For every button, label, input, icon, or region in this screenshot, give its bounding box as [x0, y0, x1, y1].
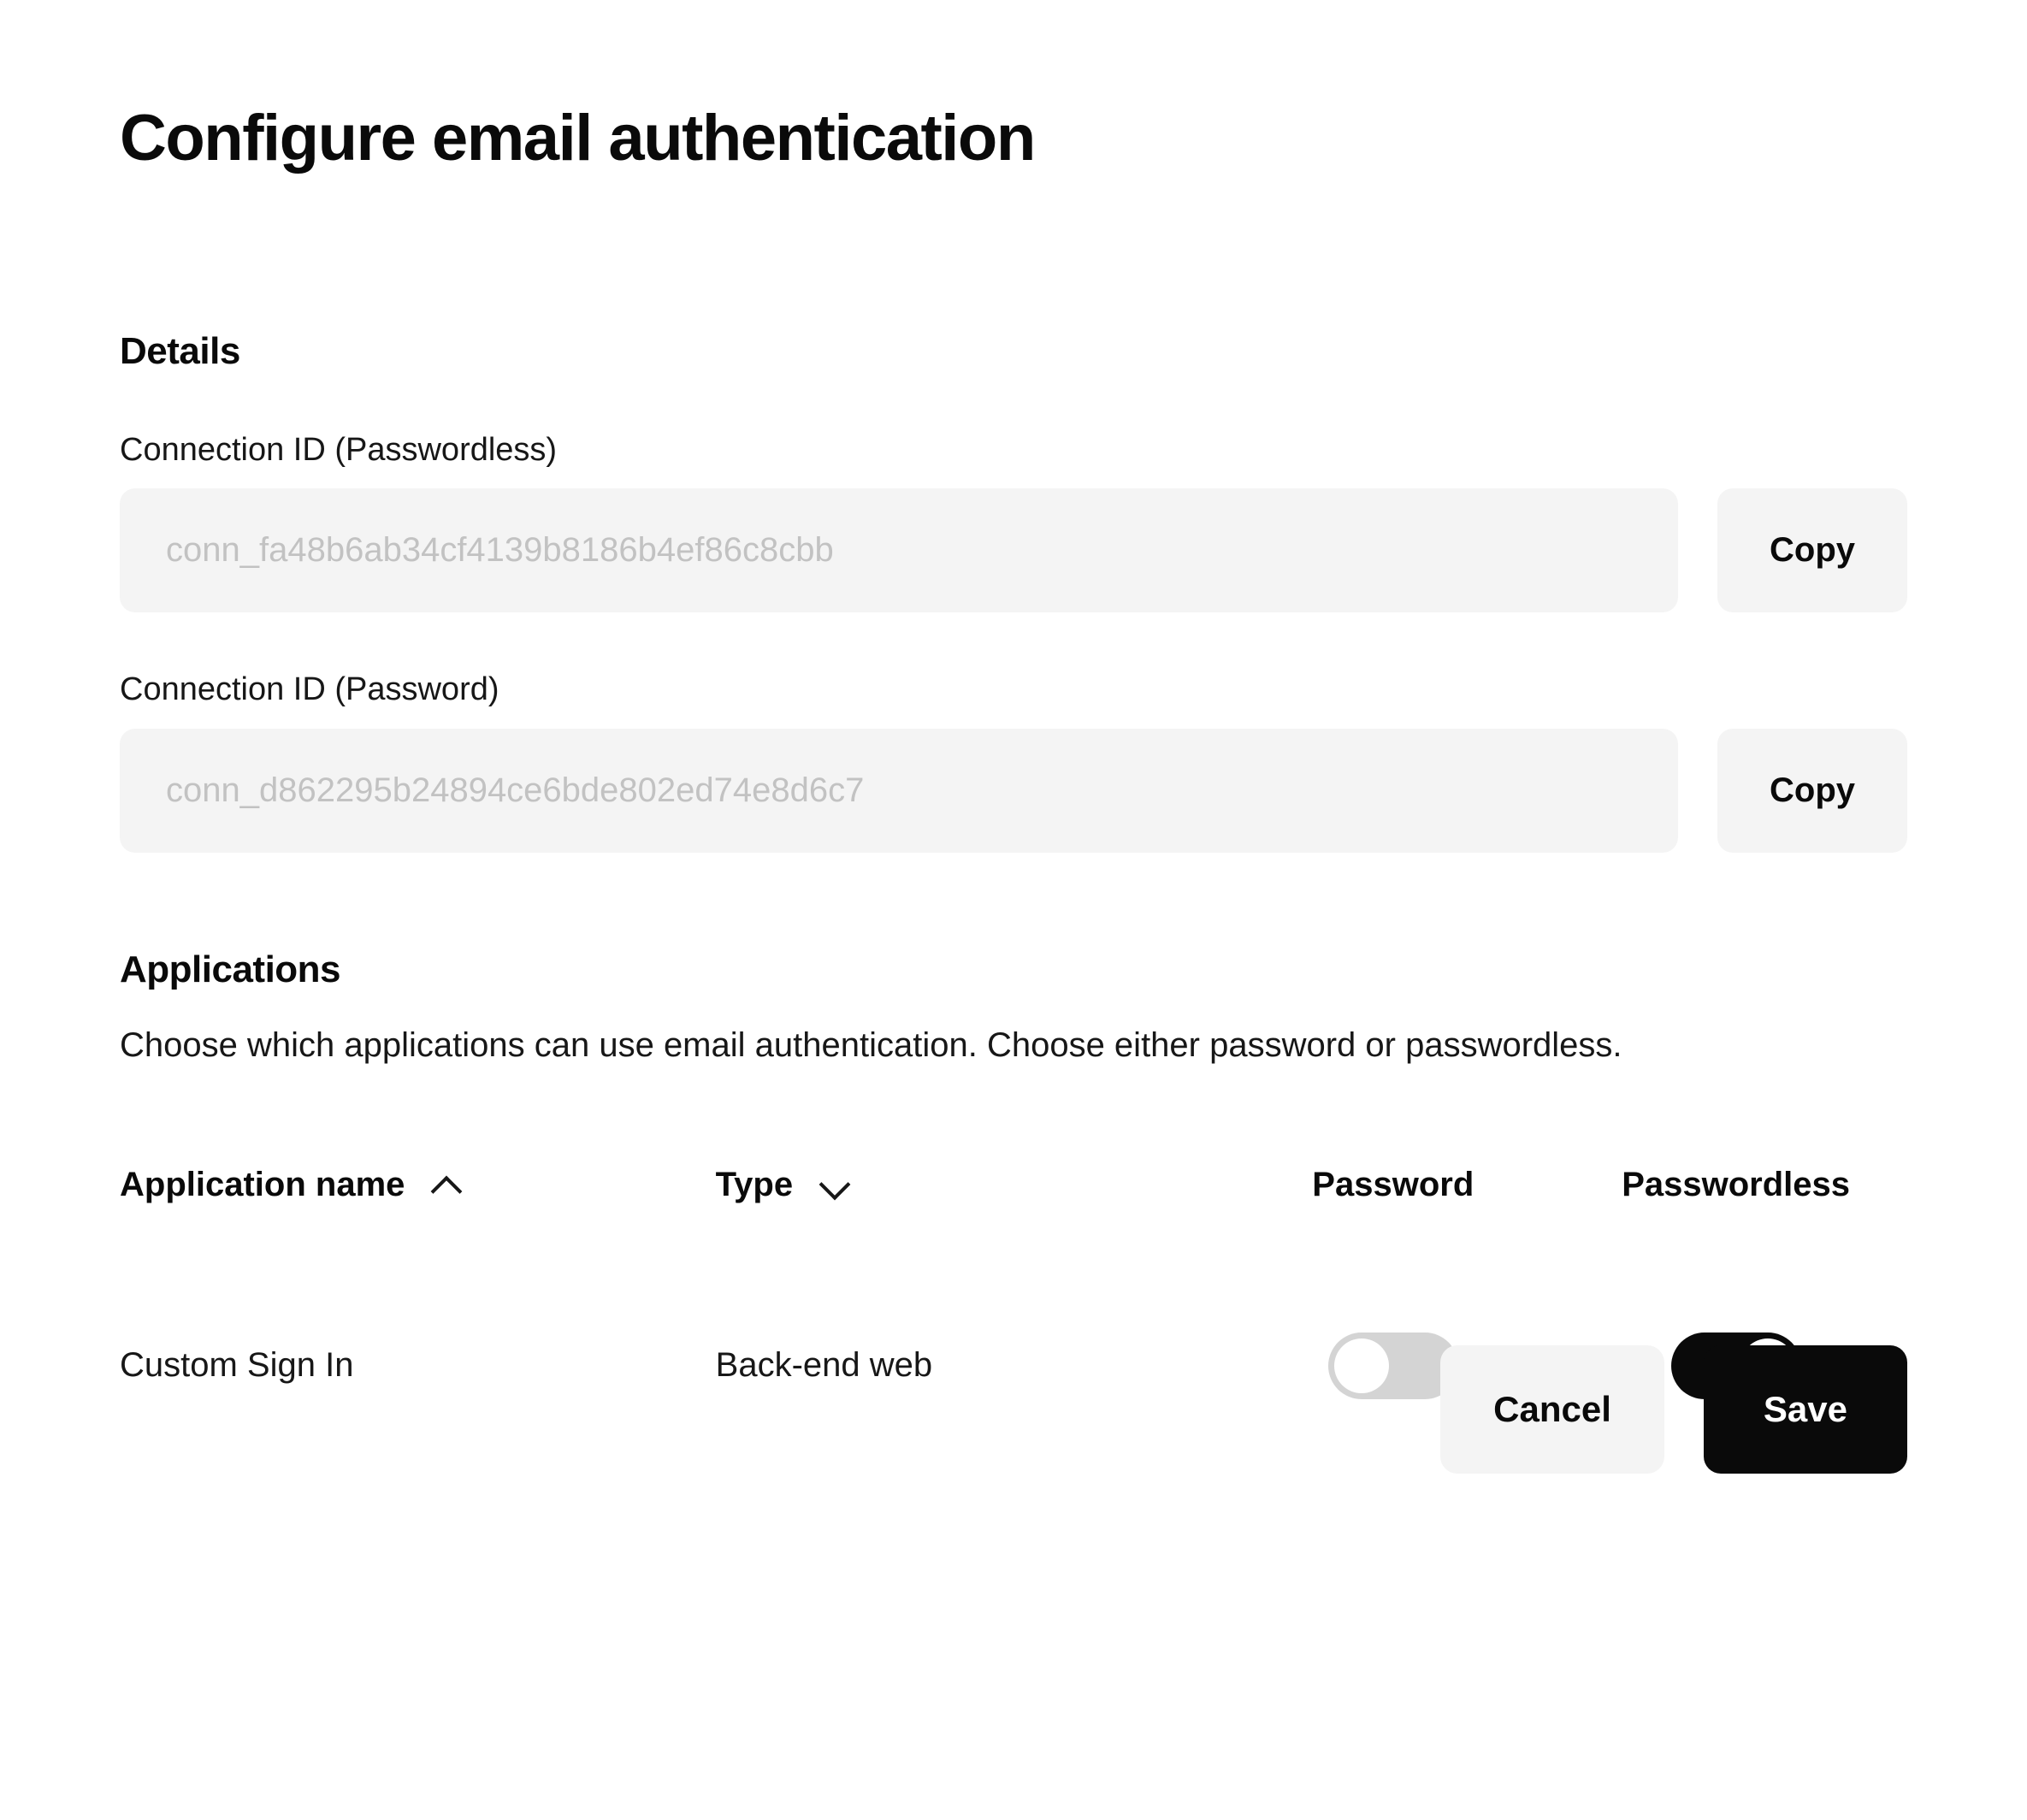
copy-connection-id-password-button[interactable]: Copy	[1717, 729, 1907, 853]
connection-id-passwordless-label: Connection ID (Passwordless)	[120, 431, 558, 468]
table-header-row	[120, 1166, 1907, 1204]
column-header-passwordless: Passwordless	[1622, 1165, 1851, 1203]
column-header-type[interactable]	[716, 1166, 1222, 1204]
save-button[interactable]: Save	[1704, 1345, 1907, 1474]
connection-id-password-input[interactable]	[120, 729, 1678, 853]
chevron-down-icon[interactable]	[822, 1172, 848, 1197]
column-label-type: Type	[715, 1165, 794, 1203]
applications-heading: Applications	[120, 948, 341, 990]
connection-id-password-label: Connection ID (Password)	[120, 671, 499, 708]
chevron-up-icon[interactable]	[434, 1172, 459, 1197]
details-section	[120, 330, 1907, 853]
footer-actions	[1440, 1345, 1907, 1474]
applications-description: Choose which applications can use email authentication. Choose either password or passwordless.	[120, 1025, 1622, 1064]
details-heading: Details	[120, 329, 240, 372]
password-toggle[interactable]	[1328, 1332, 1458, 1399]
connection-id-passwordless-row	[120, 488, 1907, 612]
connection-id-passwordless-input[interactable]	[120, 488, 1678, 612]
connection-id-password-row	[120, 729, 1907, 853]
cell-application-name: Custom Sign In	[120, 1346, 354, 1385]
column-header-password: Password	[1312, 1165, 1474, 1203]
cancel-button[interactable]: Cancel	[1440, 1345, 1664, 1474]
applications-section	[120, 948, 1907, 1399]
column-header-application-name[interactable]	[120, 1166, 716, 1204]
copy-connection-id-passwordless-button[interactable]: Copy	[1717, 488, 1907, 612]
column-label-application-name: Application name	[120, 1165, 405, 1203]
page-title: Configure email authentication	[120, 102, 1035, 174]
toggle-knob	[1334, 1338, 1389, 1393]
cell-application-type: Back-end web	[715, 1346, 933, 1385]
